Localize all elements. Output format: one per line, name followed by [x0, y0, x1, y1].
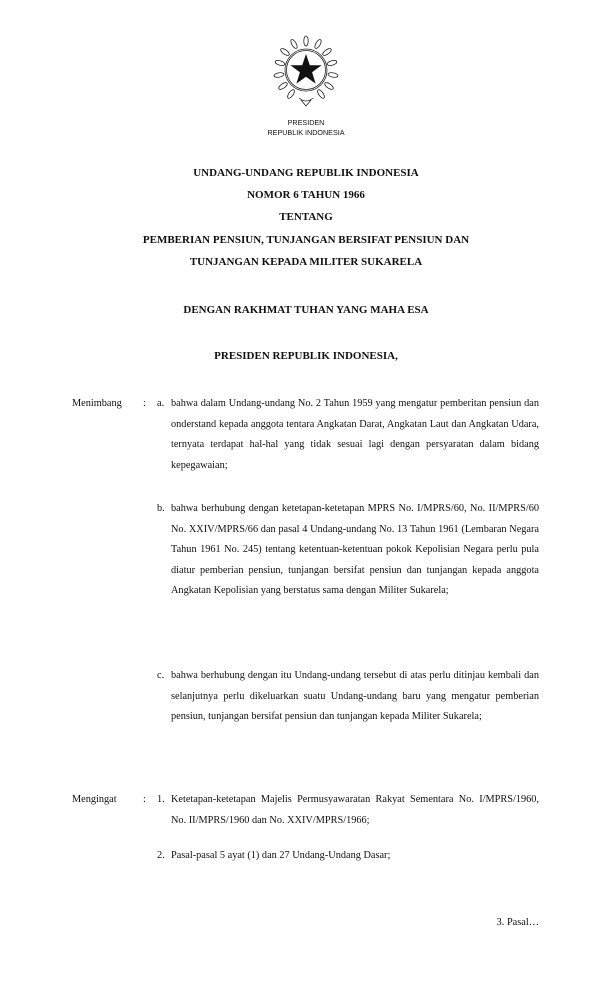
title-law-name: UNDANG-UNDANG REPUBLIK INDONESIA [193, 167, 419, 179]
menimbang-colon: : [143, 398, 146, 409]
title-law-number: NOMOR 6 TAHUN 1966 [247, 189, 365, 201]
mengingat-item-2-marker: 2. [157, 850, 165, 861]
title-subject-line-2: TUNJANGAN KEPADA MILITER SUKARELA [189, 256, 423, 268]
menimbang-item-a-text: bahwa dalam Undang-undang No. 2 Tahun 1959 yang mengatur pemberitan pensiun dan onderstand kepada anggota tentara Angkatan Darat, Angkatan Laut dan Angkatan Udara, ternyata terdapat hal-hal yang tidak sesuai lagi dengan persyaratan dalam bidang kepegawaian; [171, 398, 539, 471]
menimbang-item-c-text: bahwa berhubung dengan itu Undang-undang tersebut di atas perlu ditinjau kembali dan selanjutnya perlu dikeluarkan suatu Undang-undang baru yang mengatur pemberian pensiun, tunjangan bersifat pensiun dan tunjangan kepada Militer Sukarela; [171, 670, 539, 722]
mengingat-colon: : [143, 794, 146, 805]
preamble: DENGAN RAKHMAT TUHAN YANG MAHA ESA [183, 304, 429, 316]
page-continuation: 3. Pasal… [496, 917, 539, 928]
mengingat-item-1-marker: 1. [157, 794, 165, 805]
menimbang-label: Menimbang [72, 398, 122, 409]
title-about: TENTANG [279, 211, 333, 223]
title-subject-line-1: PEMBERIAN PENSIUN, TUNJANGAN BERSIFAT PENSIUN DAN [142, 234, 470, 246]
menimbang-item-b-marker: b. [157, 503, 165, 514]
header-president: PRESIDEN [287, 118, 325, 127]
mengingat-label: Mengingat [72, 794, 117, 805]
mengingat-item-2-text: Pasal-pasal 5 ayat (1) dan 27 Undang-Undang Dasar; [171, 850, 391, 861]
garuda-star-emblem-icon [266, 30, 346, 110]
menimbang-item-a-marker: a. [157, 398, 165, 409]
mengingat-item-1-text: Ketetapan-ketetapan Majelis Permusyawaratan Rakyat Sementara No. I/MPRS/1960, No. II/MPRS/1960 dan No. XXIV/MPRS/1966; [171, 794, 539, 826]
president-heading: PRESIDEN REPUBLIK INDONESIA, [214, 350, 398, 362]
menimbang-item-c-marker: c. [157, 670, 165, 681]
header-republic: REPUBLIK INDONESIA [267, 128, 345, 137]
menimbang-item-b-text: bahwa berhubung dengan ketetapan-ketetapan MPRS No. I/MPRS/60, No. II/MPRS/60 No. XXIV/MPRS/66 dan pasal 4 Undang-undang No. 13 Tahun 1961 (Lembaran Negara Tahun 1961 No. 245) tentang ketentuan-ketentuan pokok Kepolisian Negara perlu pula diatur pemberian pensiun, tunjangan bersifat pensiun dan tunjangan kepada anggota Angkatan Kepolisian yang berstatus sama dengan Militer Sukarela; [171, 503, 539, 596]
